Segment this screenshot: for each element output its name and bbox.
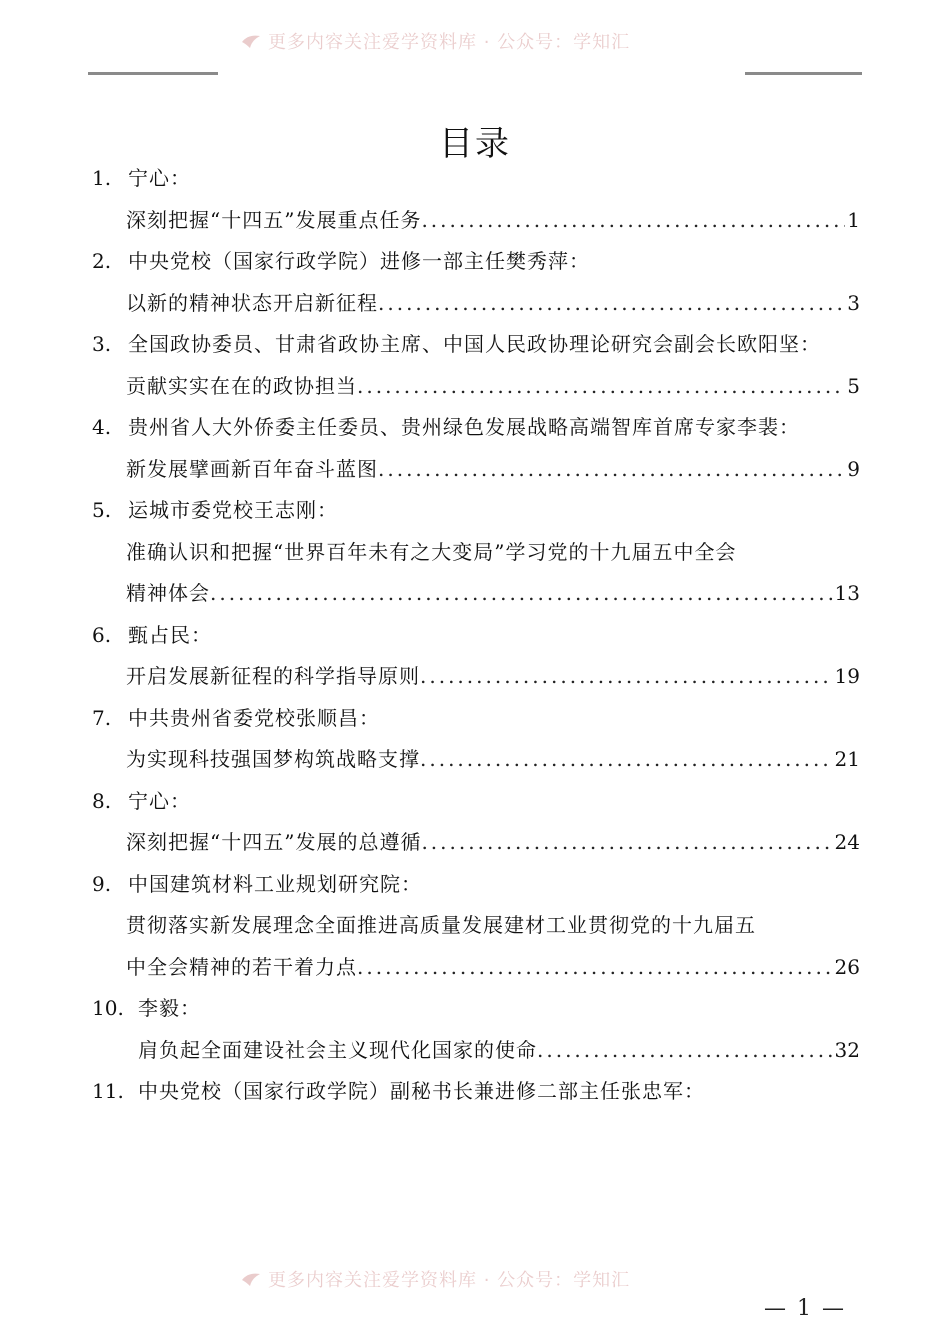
toc-entry-title: 以新的精神状态开启新征程 (126, 290, 378, 315)
toc-entry[interactable] (126, 288, 860, 318)
toc-item-number: 5. (92, 498, 112, 522)
toc-author: 贵州省人大外侨委主任委员、贵州绿色发展战略高端智库首席专家李裴： (128, 415, 800, 439)
toc-item-number: 1. (92, 166, 112, 190)
toc-entry-title: 贯彻落实新发展理念全面推进高质量发展建材工业贯彻党的十九届五 (126, 913, 756, 937)
toc-entry[interactable] (126, 454, 860, 484)
toc-page-number: 5 (847, 373, 860, 398)
toc-entry[interactable] (126, 661, 860, 691)
toc-item-number: 11. (92, 1079, 124, 1103)
toc-author: 甄占民： (128, 622, 212, 647)
header-rule-right (745, 72, 862, 75)
toc-author-line (92, 495, 338, 525)
toc-entry[interactable] (138, 1035, 860, 1065)
toc-entry-title: 准确认识和把握“世界百年未有之大变局”学习党的十九届五中全会 (126, 539, 737, 564)
toc-entry-title: 中全会精神的若干着力点 (126, 954, 357, 979)
toc-author-line (92, 412, 800, 442)
watermark-text: 更多内容关注爱学资料库 · 公众号：学知汇 (268, 1270, 631, 1290)
toc-entry-title: 深刻把握“十四五”发展的总遵循 (126, 830, 422, 854)
toc-author-line (92, 1076, 705, 1106)
toc-item-number: 3. (92, 332, 112, 356)
toc-entry-title: 肩负起全面建设社会主义现代化国家的使命 (138, 1037, 537, 1062)
toc-leader-dots (537, 1035, 833, 1065)
toc-author: 全国政协委员、甘肃省政协主席、中国人民政协理论研究会副会长欧阳坚： (128, 332, 821, 356)
toc-item-number: 7. (92, 705, 112, 730)
toc-entry[interactable] (126, 952, 860, 982)
header-rule-left (88, 72, 218, 75)
toc-entry-title: 贡献实实在在的政协担当 (126, 373, 357, 398)
toc-leader-dots (210, 578, 833, 608)
toc-entry[interactable] (126, 205, 860, 235)
toc-page-number: 24 (834, 830, 860, 854)
toc-entry[interactable] (126, 371, 860, 401)
toc-leader-dots (421, 827, 832, 857)
toc-leader-dots (357, 371, 845, 401)
footer-watermark (240, 1268, 715, 1290)
page-number: — 1 — (764, 1296, 846, 1321)
toc-page-number: 3 (847, 290, 860, 315)
toc-page-number: 21 (834, 747, 860, 771)
toc-item-number: 9. (92, 871, 112, 896)
toc-author: 宁心： (128, 166, 191, 190)
toc-item-number: 2. (92, 249, 112, 273)
toc-author-line (92, 786, 191, 816)
toc-leader-dots (357, 952, 833, 982)
toc-author: 中国建筑材料工业规划研究院： (128, 871, 422, 896)
toc-item-number: 10. (92, 996, 124, 1020)
toc-author-line (92, 329, 821, 359)
watermark-text: 更多内容关注爱学资料库 · 公众号：学知汇 (268, 32, 631, 52)
toc-author: 运城市委党校王志刚： (128, 498, 338, 522)
toc-page-number: 26 (834, 954, 860, 979)
toc-entry[interactable] (126, 910, 756, 940)
page-title: 目录 (439, 124, 511, 164)
toc-author: 李毅： (138, 996, 201, 1020)
watermark-logo-icon (240, 32, 262, 50)
toc-entry-title: 开启发展新征程的科学指导原则 (126, 664, 420, 688)
toc-author: 中央党校（国家行政学院）副秘书长兼进修二部主任张忠军： (138, 1079, 705, 1103)
toc-author-line (92, 703, 380, 733)
toc-author-line (92, 869, 422, 899)
toc-entry-title: 精神体会 (126, 581, 210, 605)
watermark-logo-icon (240, 1270, 262, 1288)
toc-page-number: 1 (847, 207, 860, 232)
toc-item-number: 6. (92, 622, 112, 647)
toc-entry-title: 为实现科技强国梦构筑战略支撑 (126, 747, 420, 771)
toc-author: 中共贵州省委党校张顺昌： (128, 705, 380, 730)
toc-item-number: 4. (92, 415, 112, 439)
toc-page-number: 13 (834, 581, 860, 605)
toc-author-line (92, 246, 590, 276)
toc-entry[interactable] (126, 827, 860, 857)
toc-leader-dots (421, 205, 845, 235)
toc-leader-dots (378, 288, 845, 318)
header-watermark (240, 30, 715, 52)
toc-page-number: 9 (847, 456, 860, 481)
toc-entry-title: 新发展擘画新百年奋斗蓝图 (126, 456, 378, 481)
toc-page-number: 32 (834, 1037, 860, 1062)
toc-leader-dots (378, 454, 845, 484)
toc-author: 中央党校（国家行政学院）进修一部主任樊秀萍： (128, 249, 590, 273)
toc-author-line (92, 163, 191, 193)
toc-entry[interactable] (126, 578, 860, 608)
toc-item-number: 8. (92, 788, 112, 813)
toc-leader-dots (420, 661, 833, 691)
toc-entry[interactable] (126, 537, 736, 567)
toc-entry[interactable] (126, 744, 860, 774)
toc-leader-dots (420, 744, 833, 774)
toc-author-line (92, 993, 201, 1023)
toc-author-line (92, 620, 212, 650)
toc-author: 宁心： (128, 788, 191, 813)
toc-entry-title: 深刻把握“十四五”发展重点任务 (126, 207, 422, 232)
toc-page-number: 19 (834, 664, 860, 688)
